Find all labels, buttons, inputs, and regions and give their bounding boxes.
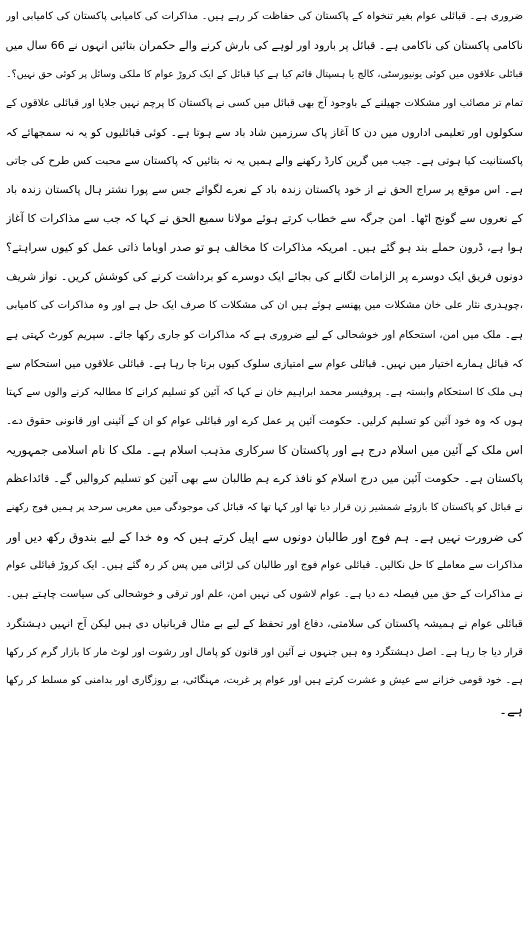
article-line: ،چوہدری نثار علی خان مشکلات میں پھنسے ہوئے ہیں ان کی مشکلات کا صرف ایک حل ہے اور وہ مذاکرات کی کامیابی bbox=[6, 299, 523, 311]
article-line: ہے۔ اس موقع پر سراج الحق نے از خود پاکستان زندہ باد کے نعرے لگوائے جس سے پورا نشتر ہال پاکستان زندہ باد bbox=[6, 183, 523, 197]
article-line: ہی ملک کا استحکام وابستہ ہے۔ پروفیسر محمد ابراہیم خان نے کہا کہ آئین کو تسلیم کرانے کا مطالبہ کرنے والوں سے کہتا bbox=[6, 386, 523, 398]
article-line: اس ملک کے آئین میں اسلام درج ہے اور پاکستان کا سرکاری مذہب اسلام ہے۔ ملک کا نام اسلامی جمہوریہ bbox=[6, 443, 523, 458]
article-line: ہوں کہ وہ خود آئین کو تسلیم کرلیں۔ حکومت آئین پر عمل کرے اور قبائلی عوام کو ان کے آئینی اور قانونی حقوق دے۔ bbox=[6, 415, 523, 428]
article-line: ہے۔ ملک میں امن، استحکام اور خوشحالی کے لیے ضروری ہے کہ مذاکرات کو جاری رکھا جائے۔ سپریم کورٹ کہتی ہے bbox=[6, 328, 523, 341]
article-body bbox=[6, 3, 523, 725]
article-line: ہوا ہے، ڈرون حملے بند ہو گئے ہیں۔ امریکہ مذاکرات کا مخالف ہو تو صدر اوباما ذاتی عمل کو کیوں سراہتے؟ bbox=[6, 241, 523, 255]
article-line: تمام تر مصائب اور مشکلات جھیلنے کے باوجود آج بھی قبائل میں کسی نے پاکستان کا پرچم نہیں جلایا اور قبائلی علاقوں کے bbox=[6, 97, 523, 109]
article-line: ناکامی پاکستان کی ناکامی ہے۔ قبائل پر بارود اور لوہے کی بارش کرنے والے حکمران بتائیں انہوں نے 66 سال میں bbox=[6, 38, 523, 52]
article-line: کی ضرورت نہیں ہے۔ ہم فوج اور طالبان دونوں سے اپیل کرتے ہیں کہ وہ خدا کے لیے بندوق رکھ دیں اور bbox=[6, 530, 523, 545]
article-line: کہ قبائل ہمارے اختیار میں نہیں۔ قبائلی عوام سے امتیازی سلوک کیوں برتا جا رہا ہے۔ قبائلی علاقوں میں استحکام سے bbox=[6, 357, 523, 370]
article-line: دونوں فریق ایک دوسرے پر الزامات لگانے کی بجائے ایک دوسرے کو برداشت کرنے کی کوشش کریں۔ نواز شریف bbox=[6, 270, 523, 284]
article-line: پاکستانیت کیا ہوتی ہے۔ جیب میں گرین کارڈ رکھنے والے ہمیں یہ نہ بتائیں کہ پاکستان سے محبت کس طرح کی جاتی bbox=[6, 155, 523, 168]
article-line: ہے۔ خود قومی خزانے سے عیش و عشرت کرتے ہیں اور عوام پر غربت، مہنگائی، بے روزگاری اور بدامنی کو مسلط کر رکھا bbox=[6, 675, 523, 687]
article-line: ہے۔ bbox=[499, 702, 523, 719]
article-line: کے نعروں سے گونج اٹھا۔ امن جرگہ سے خطاب کرتے ہوئے مولانا سمیع الحق نے کہا کہ جب سے مذاکرات کا آغاز bbox=[6, 212, 523, 226]
article-line: سکولوں اور تعلیمی اداروں میں دن کا آغاز پاک سرزمین شاد باد سے ہوتا ہے۔ کوئی قبائلیوں کو یہ نہ سمجھائے کہ bbox=[6, 125, 523, 139]
article-line: قبائلی عوام نے ہمیشہ پاکستان کی سلامتی، دفاع اور تحفظ کے لیے بے مثال قربانیاں دی ہیں لیکن آج انہیں دہشتگرد bbox=[6, 617, 523, 630]
article-line: نے مذاکرات کے حق میں فیصلہ دے دیا ہے۔ عوام لاشوں کی نہیں امن، علم اور ترقی و خوشحالی کی سیاست چاہتے ہیں۔ bbox=[6, 588, 523, 600]
article-line: ضروری ہے۔ قبائلی عوام بغیر تنخواہ کے پاکستان کی حفاظت کر رہے ہیں۔ مذاکرات کی کامیابی پاکستان کی کامیابی اور bbox=[6, 11, 523, 22]
article-line: مذاکرات سے معاملے کا حل نکالیں۔ قبائلی عوام فوج اور طالبان کی لڑائی میں پس کر رہ گئے ہیں۔ ایک کروڑ قبائلی عوام bbox=[6, 559, 523, 571]
article-line: قرار دیا جا رہا ہے۔ اصل دہشتگرد وہ ہیں جنہوں نے آئین اور قانون کو پامال اور رشوت اور لوٹ مار کا بازار گرم کر رکھا bbox=[6, 646, 523, 658]
article-line: قبائلی علاقوں میں کوئی یونیورسٹی، کالج یا ہسپتال قائم کیا ہے کیا قبائل کے ایک کروڑ عوام کا ملکی وسائل پر کوئی حق نہیں؟۔ bbox=[6, 68, 523, 80]
article-line: نے قبائل کو پاکستان کا بازوئے شمشیر زن قرار دیا تھا اور کہا تھا کہ قبائل کی موجودگی میں مغربی سرحد پر ہمیں فوج رکھنے bbox=[6, 502, 523, 514]
article-line: پاکستان ہے۔ حکومت آئین میں درج اسلام کو نافذ کرے ہم طالبان سے بھی آئین کو تسلیم کروالیں گے۔ قائداعظم bbox=[6, 472, 523, 486]
